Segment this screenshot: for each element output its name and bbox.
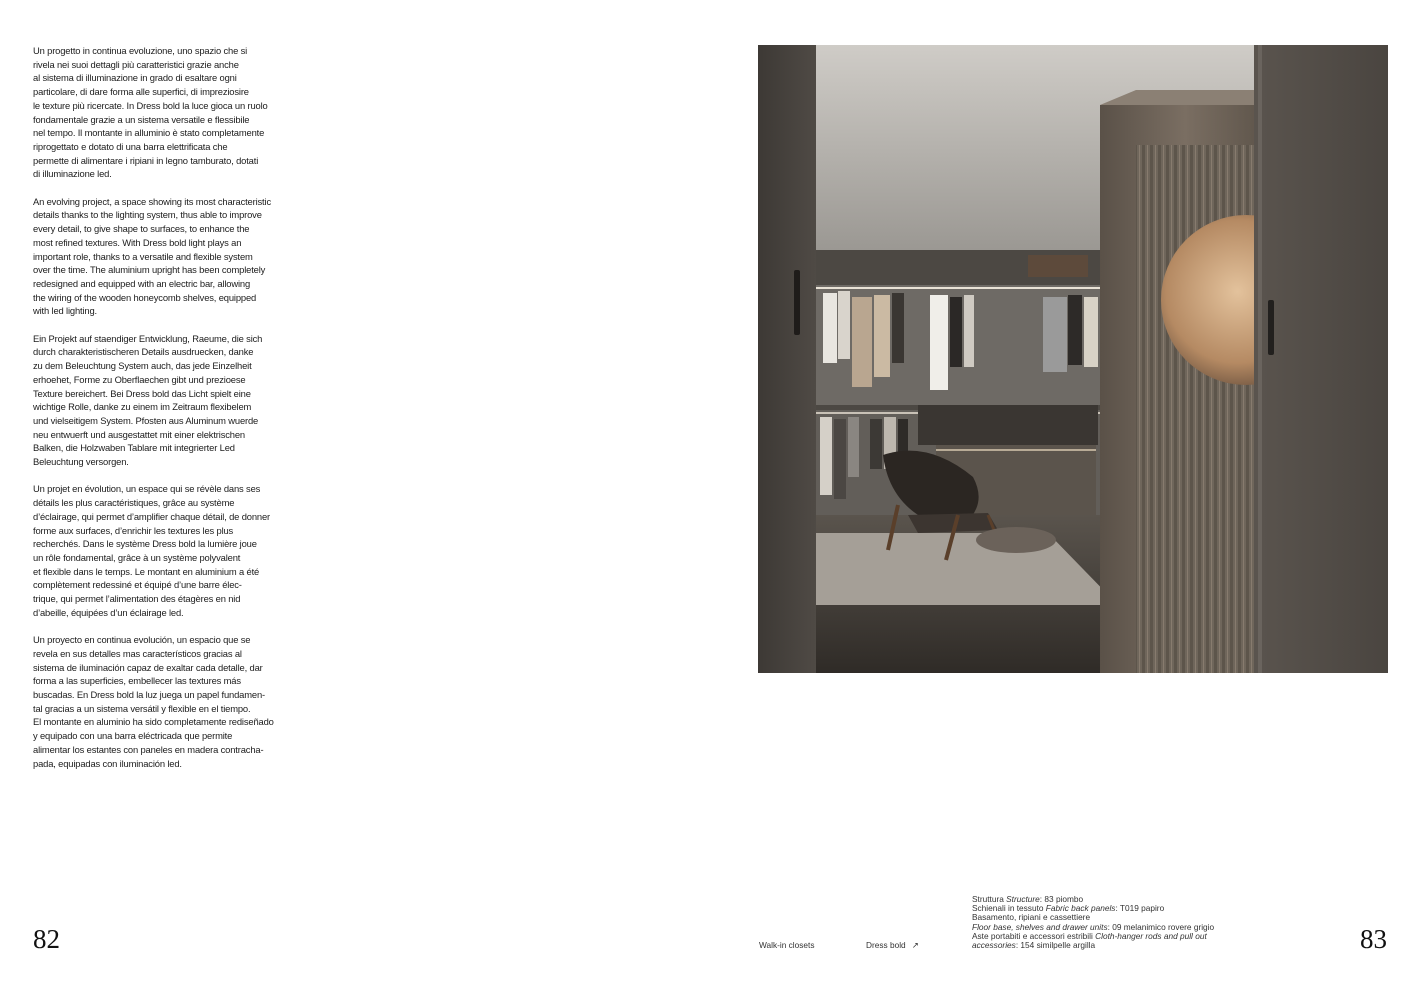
paragraph-line: forme aux surfaces, d’enrichir les textures les plus [33, 524, 234, 536]
page-number-left: 82 [33, 924, 60, 954]
body-paragraph [33, 633, 289, 770]
body-paragraph [33, 195, 289, 318]
paragraph-line: al sistema di illuminazione in grado di esaltare ogni [33, 72, 237, 84]
paragraph-line: details thanks to the lighting system, thus able to improve [33, 209, 262, 221]
spec-english-term: Structure [1006, 894, 1040, 904]
paragraph-line: El montante en aluminio ha sido completamente rediseñado [33, 716, 274, 728]
walk-in-closet-photo [758, 45, 1388, 673]
spec-english-term: accessories [972, 940, 1016, 951]
spec-text: Basamento, ripiani e cassettiere [972, 912, 1091, 923]
paragraph-line: wichtige Rolle, danke zu einem im Zeitraum flexibelem [33, 401, 252, 413]
paragraph-line: et flexible dans le temps. Le montant en aluminium a été [33, 565, 260, 577]
paragraph-line: with led lighting. [33, 305, 98, 317]
paragraph-line: d’éclairage, qui permet d’amplifier chaque détail, de donner [33, 510, 270, 522]
paragraph-line: sistema de iluminación capaz de exaltar cada detalle, dar [33, 661, 263, 673]
paragraph-line: alimentar los estantes con paneles en madera contracha- [33, 743, 264, 755]
spec-english-term: Fabric back panels [1045, 903, 1116, 914]
body-paragraph [33, 482, 289, 619]
paragraph-line: every detail, to give shape to surfaces, to enhance the [33, 223, 250, 235]
paragraph-line: fondamentale grazie a un sistema versatile e flessibile [33, 113, 250, 125]
paragraph-line: di illuminazione led. [33, 168, 112, 180]
spec-text: : T019 papiro [1115, 903, 1165, 914]
spec-line [972, 941, 1222, 950]
paragraph-line: Ein Projekt auf staendiger Entwicklung, Raeume, die sich [33, 332, 263, 344]
paragraph-line: Beleuchtung versorgen. [33, 456, 129, 468]
paragraph-line: neu entwuerft und ausgestattet mit einer elektrischen [33, 428, 245, 440]
page-number-right: 83 [1360, 924, 1387, 954]
paragraph-line: the wiring of the wooden honeycomb shelves, equipped [33, 291, 257, 303]
paragraph-line: Balken, die Holzwaben Tablare mit integrierter Led [33, 442, 235, 454]
spec-english-term: Floor base, shelves and drawer units [972, 921, 1108, 932]
product-link[interactable] [866, 940, 919, 950]
paragraph-line: over the time. The aluminium upright has been completely [33, 264, 266, 276]
paragraph-line: le texture più ricercate. In Dress bold la luce gioca un ruolo [33, 99, 268, 111]
paragraph-line: redesigned and equipped with an electric bar, allowing [33, 277, 251, 289]
paragraph-line: Texture bereichert. Bei Dress bold das Licht spielt eine [33, 387, 251, 399]
paragraph-line: most refined textures. With Dress bold light plays an [33, 236, 242, 248]
spec-text: Aste portabiti e accessori estribili [972, 930, 1096, 941]
paragraph-line: zu dem Beleuchtung System auch, das jede Einzelheit [33, 360, 252, 372]
paragraph-line: riprogettato e dotato di una barra elettrificata che [33, 140, 228, 152]
spec-text: : 83 piombo [1039, 894, 1084, 904]
paragraph-line: nel tempo. Il montante in alluminio è stato completamente [33, 127, 265, 139]
spec-text: Schienali in tessuto [972, 903, 1046, 914]
paragraph-line: durch charakteristischeren Details ausdruecken, danke [33, 346, 254, 358]
paragraph-line: permette di alimentare i ripiani in legno tamburato, dotati [33, 154, 259, 166]
arrow-up-right-icon: ↗ [911, 940, 919, 950]
paragraph-line: Un progetto in continua evoluzione, uno spazio che si [33, 45, 248, 56]
paragraph-line: tal gracias a un sistema versátil y flexible en el tiempo. [33, 702, 251, 714]
paragraph-line: erhoehet, Forme zu Oberflaechen gibt und prezioese [33, 373, 246, 385]
paragraph-line: pada, equipadas con iluminación led. [33, 757, 182, 769]
product-label[interactable]: Dress bold [866, 940, 906, 950]
product-specs [972, 895, 1222, 950]
body-paragraph [33, 44, 289, 181]
paragraph-line: trique, qui permet l’alimentation des étagères en nid [33, 593, 241, 605]
paragraph-line: Un proyecto en continua evolución, un espacio que se [33, 634, 251, 646]
paragraph-line: particolare, di dare forma alle superfici, di impreziosire [33, 86, 249, 98]
body-paragraph [33, 332, 289, 469]
paragraph-line: buscadas. En Dress bold la luz juega un papel fundamen- [33, 688, 266, 700]
paragraph-line: détails les plus caractéristiques, grâce au système [33, 497, 235, 509]
paragraph-line: Un projet en évolution, un espace qui se révèle dans ses [33, 483, 261, 495]
paragraph-line: und vielseitigem System. Pfosten aus Aluminum wuerde [33, 414, 259, 426]
paragraph-line: An evolving project, a space showing its most characteristic [33, 195, 271, 207]
paragraph-line: revela en sus detalles mas característicos gracias al [33, 647, 242, 659]
category-label: Walk-in closets [759, 940, 815, 950]
paragraph-line: un rôle fondamental, grâce à un système polyvalent [33, 551, 241, 563]
paragraph-line: rivela nei suoi dettagli più caratteristici grazie anche [33, 58, 239, 70]
paragraph-line: y equipado con una barra eléctricada que permite [33, 730, 233, 742]
spec-english-term: Cloth-hanger rods and pull out [1095, 930, 1207, 941]
paragraph-line: recherchés. Dans le système Dress bold la lumière joue [33, 538, 257, 550]
paragraph-line: complètement redessiné et équipé d’une barre élec- [33, 579, 242, 591]
paragraph-line: forma a las superficies, embellecer las textures más [33, 675, 241, 687]
spec-text: : 154 similpelle argilla [1015, 940, 1096, 951]
paragraph-line: d’abeille, équipées d’un éclairage led. [33, 606, 184, 618]
spec-text: Struttura [972, 894, 1007, 904]
paragraph-line: important role, thanks to a versatile and flexible system [33, 250, 253, 262]
photo-illustration [758, 45, 1388, 673]
spec-text: : 09 melanimico rovere grigio [1107, 921, 1215, 932]
left-text-column [33, 44, 289, 784]
